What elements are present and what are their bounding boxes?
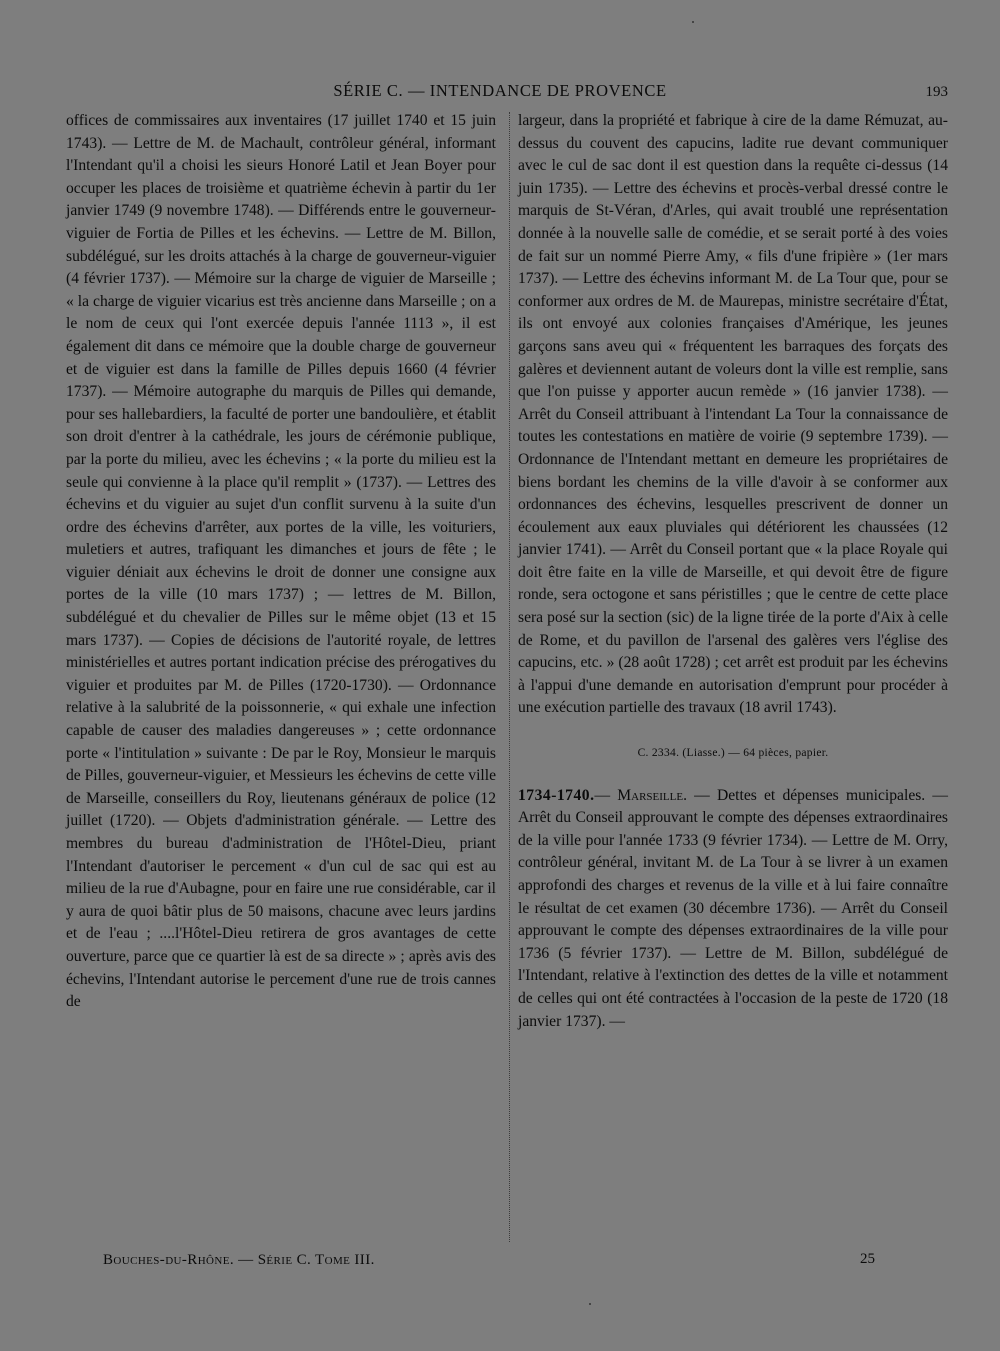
page-number: 193 <box>925 84 948 100</box>
entry-date: 1734-1740. <box>518 786 595 804</box>
page-header-title: SÉRIE C. — INTENDANCE DE PROVENCE <box>333 81 667 100</box>
left-column <box>66 110 496 1014</box>
right-column <box>518 110 948 1033</box>
entry-text: Dettes et dépenses municipales. — Arrêt du Conseil approuvant le compte des dépenses extraordinaires de la ville pour l'année 1733 (9 février 1734). — Lettre de M. Orry, contrôleur général, invitant M. de La Tour à se livrer à un examen approfondi des charges et revenus de la ville et à lui faire connaître le résultat de cet examen (30 décembre 1736). — Arrêt du Conseil approuvant le compte des dépenses extraordinaires de la ville pour 1736 (5 février 1737). — Lettre de M. Billon, subdélégué de l'Intendant, relative à l'extinction des dettes de la ville et notamment de celles qui ont été contractées à l'occasion de la peste de 1720 (18 janvier 1737). — <box>518 786 948 1030</box>
left-column-text: offices de commissaires aux inventaires (17 juillet 1740 et 15 juin 1743). — Lettre de M. de Machault, contrôleur général, informant l'Intendant qu'il a choisi les sieurs Honoré Latil et Jean Boyer pour occuper les places de troisième et quatrième échevin à partir du 1er janvier 1749 (9 novembre 1748). — Différends entre le gouverneur-viguier de Fortia de Pilles et les échevins. — Lettre de M. Billon, subdélégué, sur les droits attachés à la charge de gouverneur-viguier (4 février 1737). — Mémoire sur la charge de viguier de Marseille ; « la charge de viguier vicarius est très ancienne dans Marseille ; on a le nom de ceux qui l'ont exercée depuis l'année 1113 », il est également dit dans ce mémoire que la double charge de gouverneur et de viguier est dans la famille de Pilles depuis 1660 (4 février 1737). — Mémoire autographe du marquis de Pilles qui demande, pour ses hallebardiers, la faculté de porter une bandoulière, et établit son droit d'entrer à la cathédrale, les jours de cérémonie publique, par la porte du milieu, avec les échevins ; « la porte du milieu est la seule qui convienne à la place qu'il remplit » (1737). — Lettres des échevins et du viguier au sujet d'un conflit survenu à la suite d'un ordre des échevins d'arrêter, aux portes de la ville, les voituriers, muletiers et autres, trafiquant les dimanches et jours de fête ; le viguier déniait aux échevins le droit de donner une consigne aux portes de la ville (10 mars 1737) ; — lettres de M. Billon, subdélégué et du chevalier de Pilles sur le même objet (13 et 15 mars 1737). — Copies de décisions de l'autorité royale, de lettres ministérielles et autres portant indication précise des prérogatives du viguier et produites par M. de Pilles (1720-1730). — Ordonnance relative à la salubrité de la poissonnerie, « qui exhale une infection capable de causer des maladies dangereuses » ; cette ordonnance porte « l'intitulation » suivante : De par le Roy, Monsieur le marquis de Pilles, gouverneur-viguier, et Messieurs les échevins de cette ville de Marseille, conseillers du Roy, lieutenans généraux de police (12 juillet (1720). — Objets d'administration générale. — Lettre des membres du bureau d'administration de l'Hôtel-Dieu, priant l'Intendant d'autoriser le percement « d'un cul de sac qui est au milieu de la rue d'Aubagne, pour en faire une rue considérable, car il y aura de quoi bâtir plus de 50 maisons, chacune avec leurs jardins et de l'eau ; ....l'Hôtel-Dieu retirera de gros avantages de cette ouverture, parce que ce quartier là est de sa directe » ; après avis des échevins, l'Intendant autorise le percement d'une rue de trois cannes de <box>66 112 496 1011</box>
scan-speck <box>589 1303 591 1305</box>
cote-text: C. 2334. (Liasse.) — 64 pièces, papier. <box>637 747 829 760</box>
right-column-text: largeur, dans la propriété et fabrique à cire de la dame Rémuzat, au-dessus du couvent des capucins, ladite rue devant communiquer avec le cul de sac dont il est question dans la requête ci-dessus (14 juin 1735). — Lettre des échevins et procès-verbal dressé contre le marquis de St-Véran, d'Arles, qui avait troublé une représentation donnée à la nouvelle salle de comédie, et se serait porté à des voies de fait sur un nommé Pierre Amy, « fils d'une fripière » (1er mars 1737). — Lettre des échevins informant M. de La Tour que, pour se conformer aux ordres de M. de Maurepas, ministre secrétaire d'État, ils ont envoyé aux colonies françaises d'Amérique, les jeunes garçons sans aveu qui « fréquentent les barraques des forçats des galères et deviennent autant de voleurs dont la ville est remplie, sans que l'on puisse y apporter aucun remède » (16 janvier 1738). — Arrêt du Conseil attribuant à l'intendant La Tour la connaissance de toutes les contestations en matière de voirie (9 septembre 1739). — Ordonnance de l'Intendant mettant en demeure les propriétaires de biens bordant les chemins de la ville d'avoir à se conformer aux ordonnances des échevins, lesquelles prescrivent de donner un écoulement aux eaux pluviales qui détériorent les chaussées (12 janvier 1741). — Arrêt du Conseil portant que « la place Royale qui doit être faite en la ville de Marseille, et qui devoit être de figure ronde, sera octogone et sans péristilles ; que le centre de cette place sera posé sur la section (sic) de la ligne tirée de la porte d'Aix à celle de Rome, et du pavillon de l'arsenal des galères vers l'église des capucins, etc. » (28 août 1728) ; cet arrêt est produit par les échevins à l'appui d'une demande en autorisation d'emprunt pour procéder à une exécution partielle des travaux (18 avril 1743). <box>518 112 948 717</box>
scan-speck <box>692 21 694 23</box>
archive-cote <box>518 742 948 765</box>
footer-signature-number: 25 <box>860 1251 875 1267</box>
running-header <box>0 81 1000 105</box>
entry-place: — Marseille. — <box>594 786 710 804</box>
column-divider <box>509 112 510 1242</box>
entry-paragraph <box>518 785 948 1034</box>
footer-series: Bouches-du-Rhône. — Série C. Tome III. <box>103 1252 375 1268</box>
